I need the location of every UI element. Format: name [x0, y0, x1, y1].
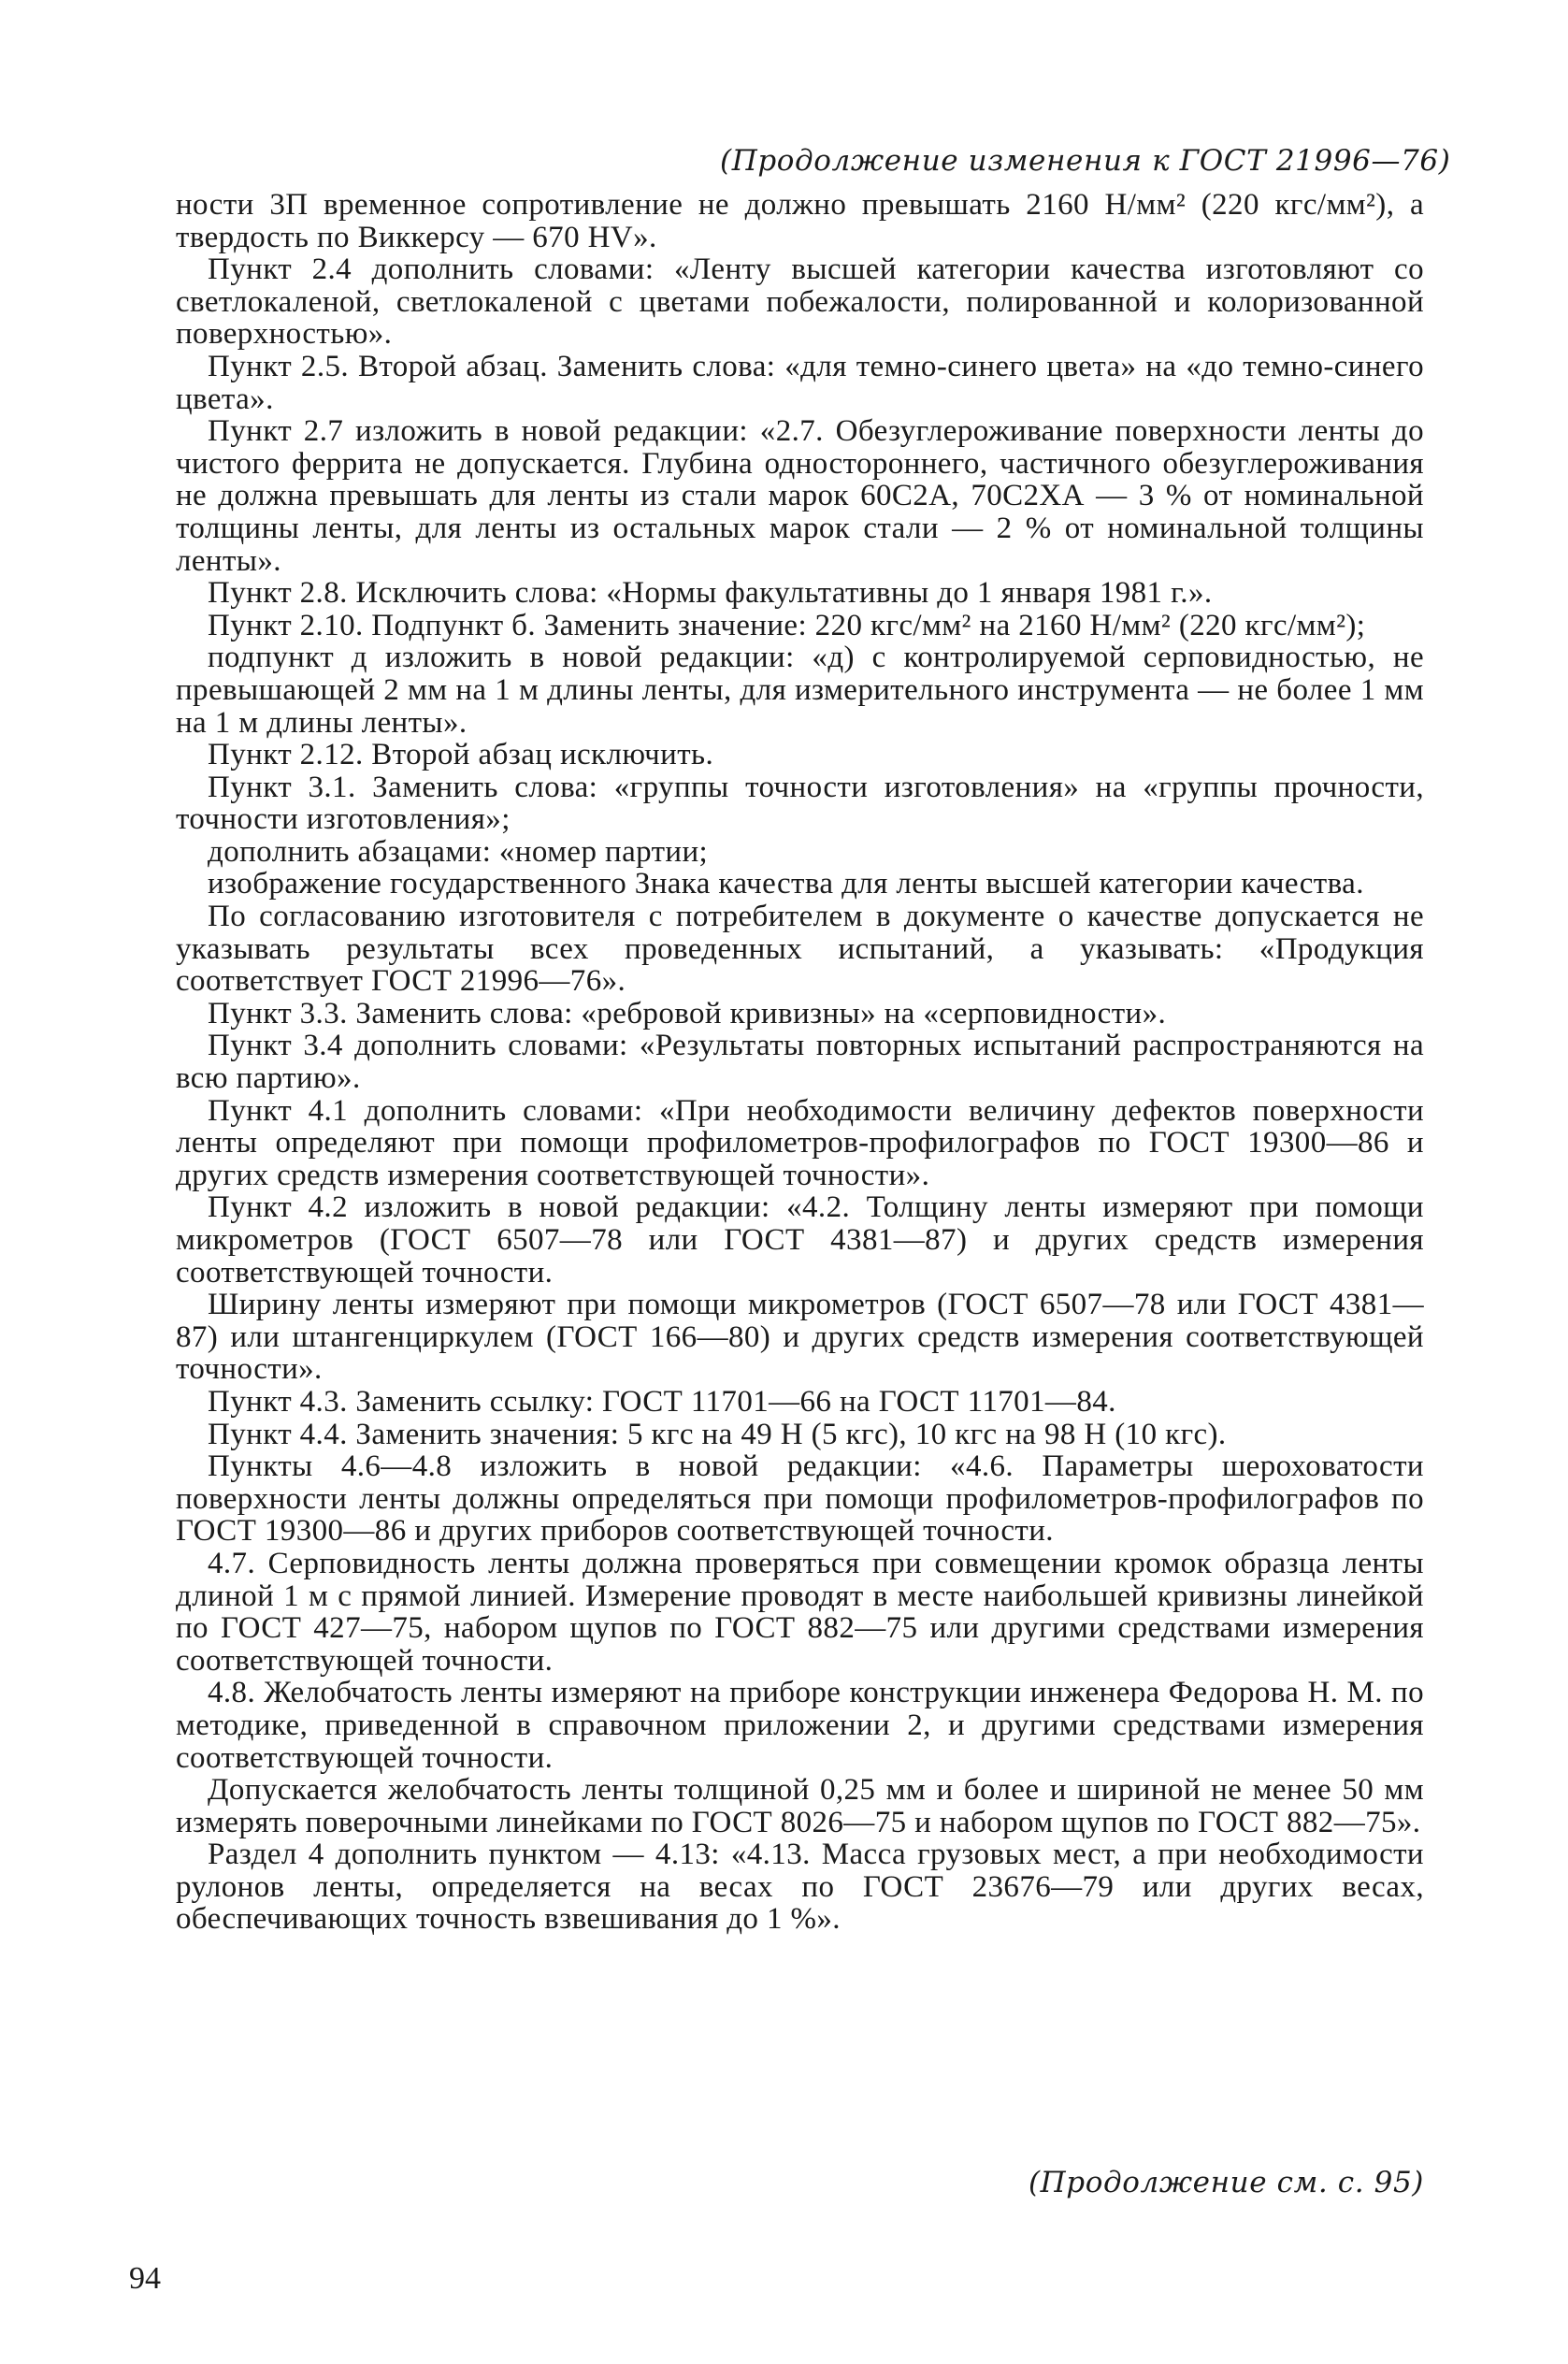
- paragraph-item-3-4: Пункт 3.4 дополнить словами: «Результаты повторных испытаний распространяются на всю партию».: [176, 1029, 1424, 1096]
- paragraph-item-4-1: Пункт 4.1 дополнить словами: «При необходимости величину дефектов поверхности ленты определяют при помощи профилометров-профилографов по ГОСТ 19300—86 и других средств измерения соответствующей точности».: [176, 1093, 1424, 1192]
- paragraph-groove-allowance: Допускается желобчатость ленты толщиной 0,25 мм и более и шириной не менее 50 мм измерять поверочными линейками по ГОСТ 8026—75 и набором щупов по ГОСТ 882—75».: [176, 1773, 1424, 1839]
- paragraph-item-4-3: Пункт 4.3. Заменить ссылку: ГОСТ 11701—66 на ГОСТ 11701—84.: [208, 1384, 1116, 1419]
- paragraph-width-measure: Ширину ленты измеряют при помощи микрометров (ГОСТ 6507—78 или ГОСТ 4381—87) или штангенциркулем (ГОСТ 166—80) и других средств измерения соответствующей точности».: [176, 1288, 1424, 1387]
- page-number: 94: [129, 2261, 161, 2296]
- body-text: [176, 189, 1424, 1936]
- paragraph-item-3-1: Пункт 3.1. Заменить слова: «группы точности изготовления» на «группы прочности, точности изготовления»;: [176, 770, 1424, 837]
- continuation-note: (Продолжение см. с. 95): [1028, 2166, 1424, 2199]
- paragraph-items-4-6-4-8: Пункты 4.6—4.8 изложить в новой редакции: «4.6. Параметры шероховатости поверхности ленты должны определяться при помощи профилометров-профилографов по ГОСТ 19300—86 и других приборов соответствующей точности.: [176, 1449, 1424, 1549]
- paragraph-quality-mark: изображение государственного Знака качества для ленты высшей категории качества.: [208, 867, 1364, 901]
- paragraph-continuation: ности 3П временное сопротивление не должно превышать 2160 Н/мм² (220 кгс/мм²), а твердость по Виккерсу — 670 HV».: [176, 188, 1424, 254]
- paragraph-item-4-4: Пункт 4.4. Заменить значения: 5 кгс на 49 Н (5 кгс), 10 кгс на 98 Н (10 кгс).: [208, 1417, 1227, 1451]
- paragraph-add-lot-number: дополнить абзацами: «номер партии;: [208, 834, 709, 869]
- paragraph-item-2-5: Пункт 2.5. Второй абзац. Заменить слова: «для темно-синего цвета» на «до темно-синего цвета».: [176, 349, 1424, 416]
- paragraph-item-2-10: Пункт 2.10. Подпункт б. Заменить значение: 220 кгс/мм² на 2160 Н/мм² (220 кгс/мм²);: [208, 608, 1366, 642]
- paragraph-item-3-3: Пункт 3.3. Заменить слова: «ребровой кривизны» на «серповидности».: [208, 996, 1167, 1031]
- paragraph-section-4-13: Раздел 4 дополнить пунктом — 4.13: «4.13. Масса грузовых мест, а при необходимости рулонов ленты, определяется на весах по ГОСТ 23676—79 или других весах, обеспечивающих точность взвешивания до 1 %».: [176, 1838, 1424, 1937]
- paragraph-subitem-d: подпункт д изложить в новой редакции: «д) с контролируемой серповидностью, не превышающей 2 мм на 1 м длины ленты, для измерительного инструмента — не более 1 мм на 1 м длины ленты».: [176, 641, 1424, 740]
- paragraph-item-4-7: 4.7. Серповидность ленты должна проверяться при совмещении кромок образца ленты длиной 1 м с прямой линией. Измерение проводят в месте наибольшей кривизны линейкой по ГОСТ 427—75, набором щупов по ГОСТ 882—75 или другими средствами измерения соответствующей точности.: [176, 1546, 1424, 1678]
- paragraph-item-2-4: Пункт 2.4 дополнить словами: «Ленту высшей категории качества изготовляют со светлокаленой, светлокаленой с цветами побежалости, полированной и колоризованной поверхностью».: [176, 252, 1424, 352]
- paragraph-item-4-8: 4.8. Желобчатость ленты измеряют на приборе конструкции инженера Федорова Н. М. по методике, приведенной в справочном приложении 2, и другими средствами измерения соответствующей точности.: [176, 1676, 1424, 1775]
- running-header: (Продолжение изменения к ГОСТ 21996—76): [720, 144, 1451, 178]
- paragraph-item-4-2: Пункт 4.2 изложить в новой редакции: «4.2. Толщину ленты измеряют при помощи микрометров (ГОСТ 6507—78 или ГОСТ 4381—87) и других средств измерения соответствующей точности.: [176, 1190, 1424, 1290]
- paragraph-item-2-8: Пункт 2.8. Исключить слова: «Нормы факультативны до 1 января 1981 г.».: [208, 576, 1213, 611]
- paragraph-item-2-12: Пункт 2.12. Второй абзац исключить.: [208, 738, 714, 772]
- paragraph-agreement: По согласованию изготовителя с потребителем в документе о качестве допускается не указывать результаты всех проведенных испытаний, а указывать: «Продукция соответствует ГОСТ 21996—76».: [176, 900, 1424, 999]
- paragraph-item-2-7: Пункт 2.7 изложить в новой редакции: «2.7. Обезуглероживание поверхности ленты до чистого феррита не допускается. Глубина одностороннего, частичного обезуглероживания не должна превышать для ленты из стали марок 60С2А, 70С2ХА — 3 % от номинальной толщины ленты, для ленты из остальных марок стали — 2 % от номинальной толщины ленты».: [176, 414, 1424, 578]
